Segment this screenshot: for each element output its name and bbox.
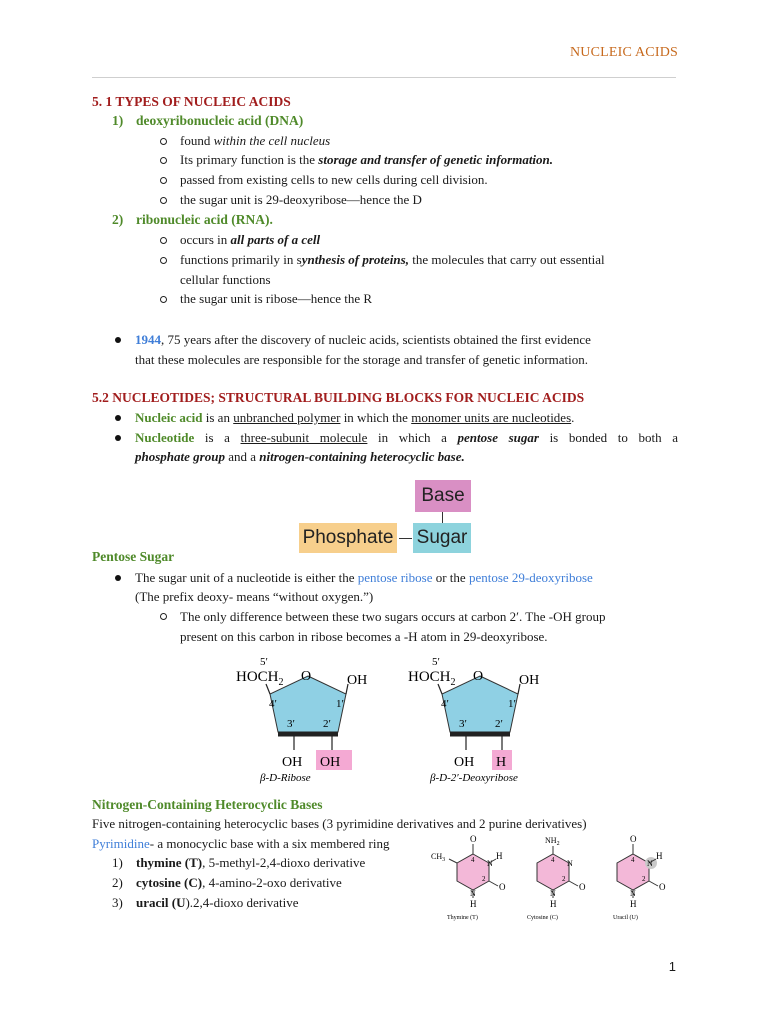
dna-heading: deoxyribonucleic acid (DNA) [136,113,304,128]
carbon-3-label: 3′ [459,718,467,730]
cytosine-caption: Cytosine (C) [527,915,558,921]
sugar-box: Sugar [413,523,471,553]
list-item-uracil: 3) uracil (U).2,4-dioxo derivative [112,895,299,910]
carbon-3-label: 3′ [287,718,295,730]
bullet-icon [115,435,121,441]
oxygen-label: O [470,834,477,844]
nitrogen-label: N [630,889,636,898]
rna-point-function-cont: cellular functions [180,272,271,287]
carbon-4-label: 4′ [269,698,277,710]
hoch2-label: $HOCH_2$ [236,669,284,688]
pentose-point-difference-cont: present on this carbon in ribose becomes a -H atom in 29-deoxyribose. [180,629,548,644]
list-number: 2) [112,212,124,227]
hydrogen-label: H [496,851,503,861]
carbon-4-label: 4′ [441,698,449,710]
circle-bullet-icon [160,157,167,164]
header-rule [92,77,676,78]
carbon-5-label: 5′ [260,656,268,668]
connector-line [442,512,443,523]
oxygen-label: O [659,882,666,892]
list-item-rna [112,210,273,229]
ring-position-label: 2 [562,875,566,883]
nitrogen-label: N [550,889,556,898]
ribose-caption: β-D-Ribose [260,772,311,784]
ring-oxygen-label: O [473,669,484,684]
oh-label: OH [282,755,303,770]
circle-bullet-icon [160,613,167,620]
oh-label: OH [519,673,540,688]
nitrogen-label: N [567,859,573,868]
ring-position-label: 2 [642,875,646,883]
dna-point-sugar: the sugar unit is 29-deoxyribose—hence the D [180,192,422,207]
bullet-icon [115,337,121,343]
circle-bullet-icon [160,197,167,204]
rna-point-sugar: the sugar unit is ribose—hence the R [180,291,373,306]
oh-label: OH [347,673,368,688]
nucleic-acid-definition: Nucleic acid is an unbranched polymer in which the monomer units are nucleotides. [135,410,575,425]
circle-bullet-icon [160,257,167,264]
phosphate-box: Phosphate [299,523,397,553]
page-number: 1 [668,959,676,974]
dna-point-division: passed from existing cells to new cells during cell division. [180,172,488,187]
dna-point-function: Its primary function is the storage and transfer of genetic information. [180,152,554,167]
thymine-structure [431,834,506,921]
hoch2-label: $HOCH_2$ [408,669,456,688]
ring-position-label: 2 [482,875,486,883]
bullet-icon [115,575,121,581]
pentose-point-types-cont: (The prefix deoxy- means “without oxygen.”) [135,589,374,604]
list-item-cytosine: 2) cytosine (C), 4-amino-2-oxo derivative [112,875,342,890]
sugar-structures-figure [230,650,570,790]
circle-bullet-icon [160,177,167,184]
hydrogen-label: H [550,899,557,909]
ring-position-label: 4 [631,856,635,864]
rna-heading: ribonucleic acid (RNA). [136,212,273,227]
list-item-dna [112,111,303,130]
oh-label: OH [320,755,341,770]
list-item-thymine: 1) thymine (T), 5-methyl-2,4-dioxo derivative [112,855,366,870]
oh-label: OH [454,755,475,770]
circle-bullet-icon [160,296,167,303]
hydrogen-label: H [630,899,637,909]
cytosine-structure [527,836,586,921]
pentose-point-difference: The only difference between these two sugars occurs at carbon 2′. The -OH group [180,609,606,624]
pyrimidine-structures-figure [425,832,675,924]
circle-bullet-icon [160,237,167,244]
pyrimidine-definition: Pyrimidine- a monocyclic base with a six membered ring [92,836,390,851]
ring-oxygen-label: O [301,669,312,684]
uracil-structure [613,834,666,921]
dna-point-location: found within the cell nucleus [180,133,331,148]
carbon-5-label: 5′ [432,656,440,668]
ribose-structure [236,656,367,784]
hydrogen-label: H [470,899,477,909]
fact-1944-cont: that these molecules are responsible for the storage and transfer of genetic information. [135,352,589,367]
connector-line [399,538,412,539]
ring-position-label: 4 [471,856,475,864]
oxygen-label: O [579,882,586,892]
amino-label: $NH_2$ [545,836,560,847]
carbon-2-label: 2′ [495,718,503,730]
nitrogen-label: N [647,859,653,868]
oxygen-label: O [630,834,637,844]
carbon-1-label: 1′ [508,698,516,710]
rna-point-function: functions primarily in synthesis of proteins, the molecules that carry out essential [180,252,605,267]
bases-intro: Five nitrogen-containing heterocyclic bases (3 pyrimidine derivatives and 2 purine derivatives) [92,816,587,831]
h-label: H [496,755,507,770]
methyl-label: $CH_3$ [431,852,446,863]
circle-bullet-icon [160,138,167,145]
hydrogen-label: H [656,851,663,861]
pentose-point-types: The sugar unit of a nucleotide is either the pentose ribose or the pentose 29-deoxyribose [135,570,593,585]
deoxyribose-caption: β-D-2′-Deoxyribose [430,772,518,784]
bullet-icon [115,415,121,421]
base-box: Base [415,480,471,512]
list-number: 1) [112,113,124,128]
nitrogen-label: N [487,859,493,868]
oxygen-label: O [499,882,506,892]
nitrogen-label: N [470,889,476,898]
section-title-nucleotides: 5.2 NUCLEOTIDES; STRUCTURAL BUILDING BLOCKS FOR NUCLEIC ACIDS [92,390,585,405]
subsection-pentose-sugar: Pentose Sugar [92,549,175,564]
carbon-2-label: 2′ [323,718,331,730]
ring-position-label: 4 [551,856,555,864]
nucleotide-definition: Nucleotide is a three-subunit molecule in which a pentose sugar is bonded to both a phosphate group and a nitrogen-containing heterocyclic base. [135,430,678,464]
subsection-heterocyclic-bases: Nitrogen-Containing Heterocyclic Bases [92,797,323,812]
running-header: NUCLEIC ACIDS [570,45,678,60]
rna-point-location: occurs in all parts of a cell [180,232,321,247]
thymine-caption: Thymine (T) [447,915,478,921]
fact-1944: 1944, 75 years after the discovery of nucleic acids, scientists obtained the first evidence [135,332,591,347]
section-title-types: 5. 1 TYPES OF NUCLEIC ACIDS [92,94,291,109]
deoxyribose-structure [408,656,539,784]
carbon-1-label: 1′ [336,698,344,710]
uracil-caption: Uracil (U) [613,915,638,921]
